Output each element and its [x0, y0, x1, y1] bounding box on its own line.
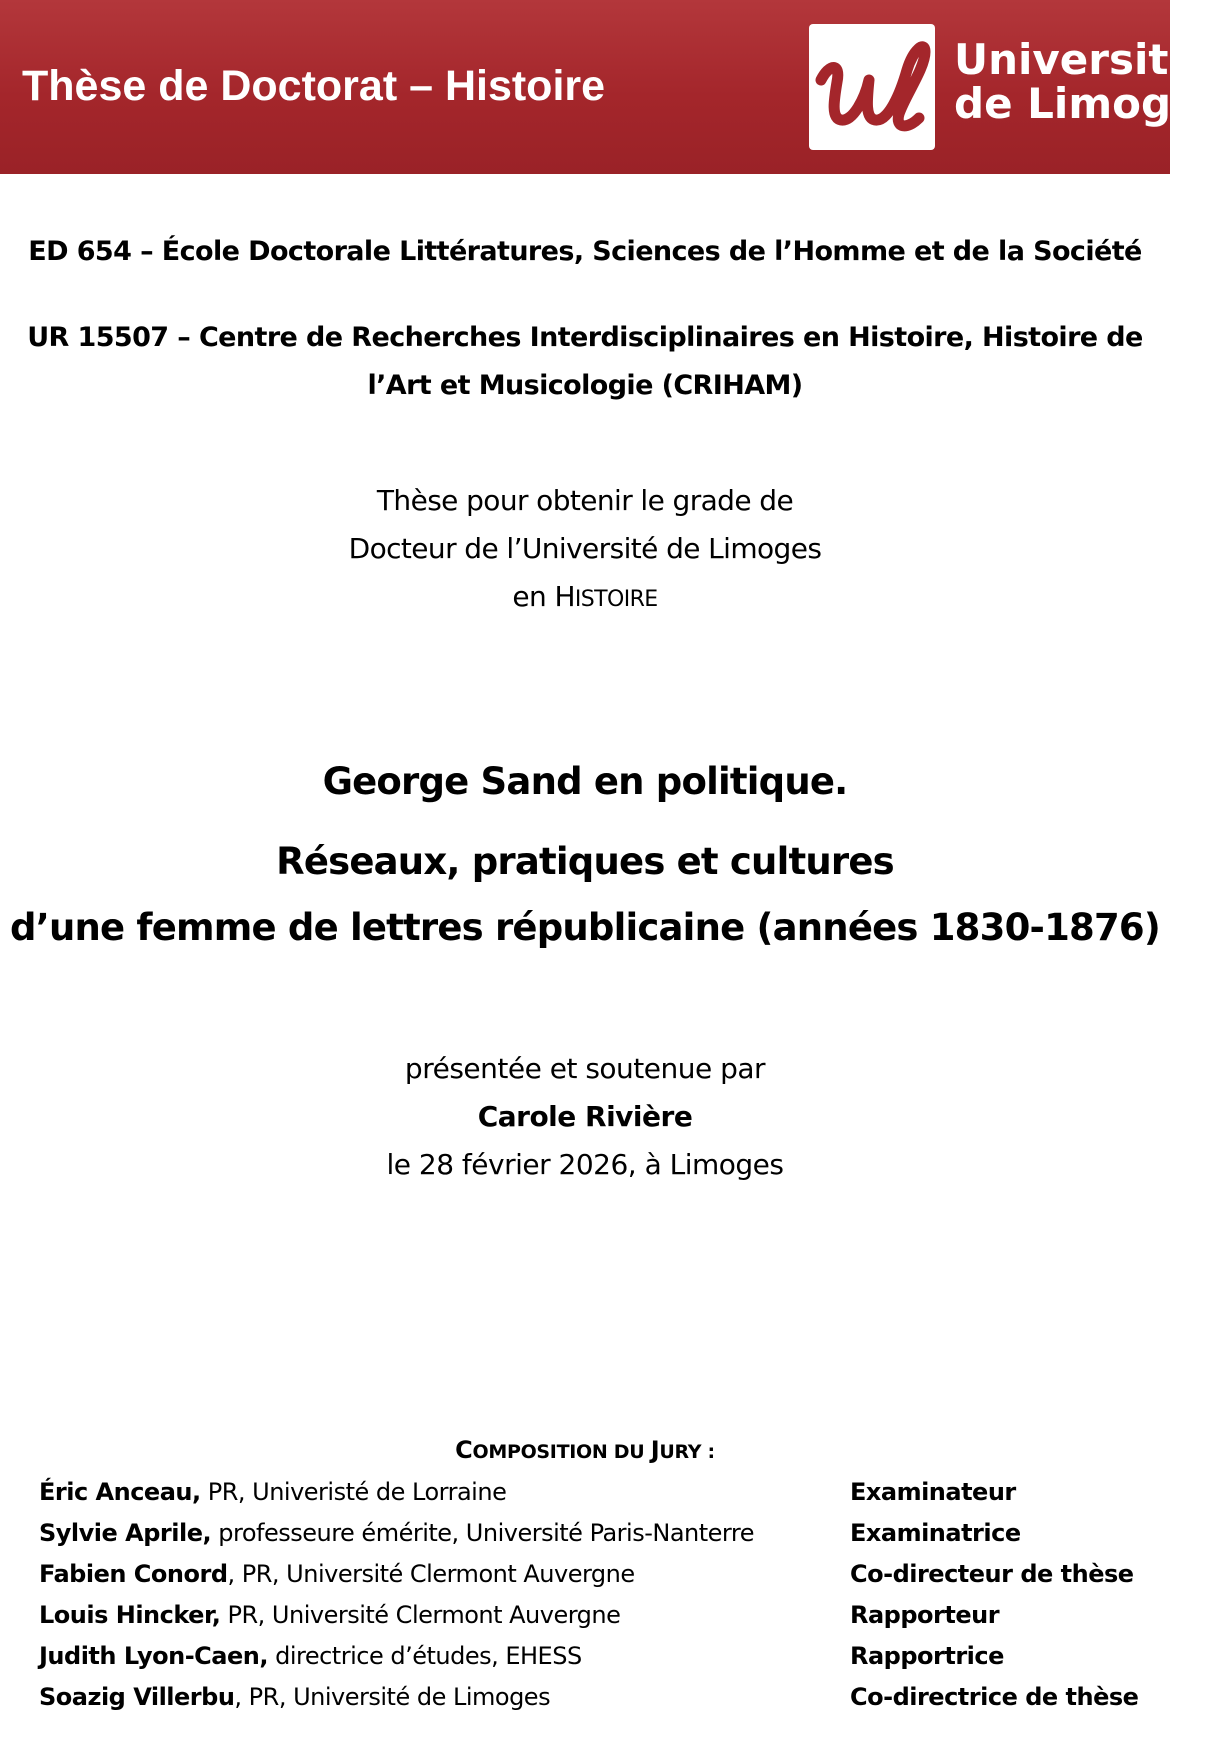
jury-member-name: Louis Hincker,	[39, 1601, 221, 1629]
jury-heading-c1: C	[455, 1436, 473, 1464]
discipline-cap: H	[554, 580, 575, 613]
jury-member-role: Co-directeur de thèse	[850, 1560, 1134, 1588]
university-name-line2: de Limoges	[954, 79, 1225, 128]
jury-member-detail: , PR, Université Clermont Auvergne	[227, 1560, 635, 1588]
university-name	[954, 35, 1225, 128]
jury-member	[39, 1642, 1139, 1678]
jury-member	[39, 1560, 1139, 1596]
jury-member	[39, 1683, 1139, 1719]
jury-heading-c2: J	[650, 1436, 660, 1464]
grade-line2: Docteur de l’Université de Limoges	[348, 532, 822, 565]
jury-heading-s1: OMPOSITION DU	[472, 1441, 651, 1463]
jury-member-role: Rapportrice	[850, 1642, 1004, 1670]
doctoral-school: ED 654 – École Doctorale Littératures, Sciences de l’Homme et de la Société	[28, 236, 1142, 267]
jury-member-detail: PR, Univeristé de Lorraine	[200, 1478, 507, 1506]
jury-heading-s2: URY :	[659, 1441, 715, 1463]
jury-member-name: Soazig Villerbu	[39, 1683, 235, 1711]
thesis-title-line2: Réseaux, pratiques et cultures	[276, 840, 894, 883]
university-name-line1: Université	[954, 35, 1197, 84]
author-name: Carole Rivière	[477, 1100, 693, 1133]
research-unit-line2: l’Art et Musicologie (CRIHAM)	[367, 370, 803, 401]
grade-line1: Thèse pour obtenir le grade de	[376, 484, 794, 517]
jury-member	[39, 1601, 1139, 1637]
jury-member-name: Sylvie Aprile,	[39, 1519, 212, 1547]
jury-member-name: Judith Lyon-Caen,	[39, 1642, 268, 1670]
thesis-title-line3: d’une femme de lettres républicaine (années 1830-1876)	[10, 906, 1160, 949]
thesis-title-line1: George Sand en politique.	[322, 760, 848, 803]
jury-member-role: Rapporteur	[850, 1601, 1000, 1629]
jury-member	[39, 1519, 1139, 1555]
jury-member-role: Examinatrice	[850, 1519, 1021, 1547]
banner-title: Thèse de Doctorat – Histoire	[22, 62, 606, 110]
jury-member-role: Examinateur	[850, 1478, 1016, 1506]
grade-line3	[0, 580, 1170, 613]
jury-member-name: Fabien Conord	[39, 1560, 228, 1588]
jury-member-role: Co-directrice de thèse	[850, 1683, 1139, 1711]
jury-member	[39, 1478, 1139, 1514]
jury-member-detail: professeure émérite, Université Paris-Nanterre	[211, 1519, 754, 1547]
university-logo-icon	[807, 22, 937, 152]
header-banner	[0, 0, 1225, 174]
jury-heading	[0, 1436, 1170, 1464]
defense-date: le 28 février 2026, à Limoges	[386, 1148, 784, 1181]
jury-member-detail: , PR, Université de Limoges	[234, 1683, 551, 1711]
discipline-small: ISTOIRE	[574, 587, 658, 612]
presented-by: présentée et soutenue par	[404, 1052, 766, 1085]
jury-member-detail: PR, Université Clermont Auvergne	[220, 1601, 621, 1629]
research-unit-line1: UR 15507 – Centre de Recherches Interdisciplinaires en Histoire, Histoire de	[27, 322, 1143, 353]
grade-prefix: en	[512, 580, 555, 613]
jury-member-detail: directrice d’études, EHESS	[267, 1642, 582, 1670]
jury-member-name: Éric Anceau,	[39, 1478, 201, 1506]
